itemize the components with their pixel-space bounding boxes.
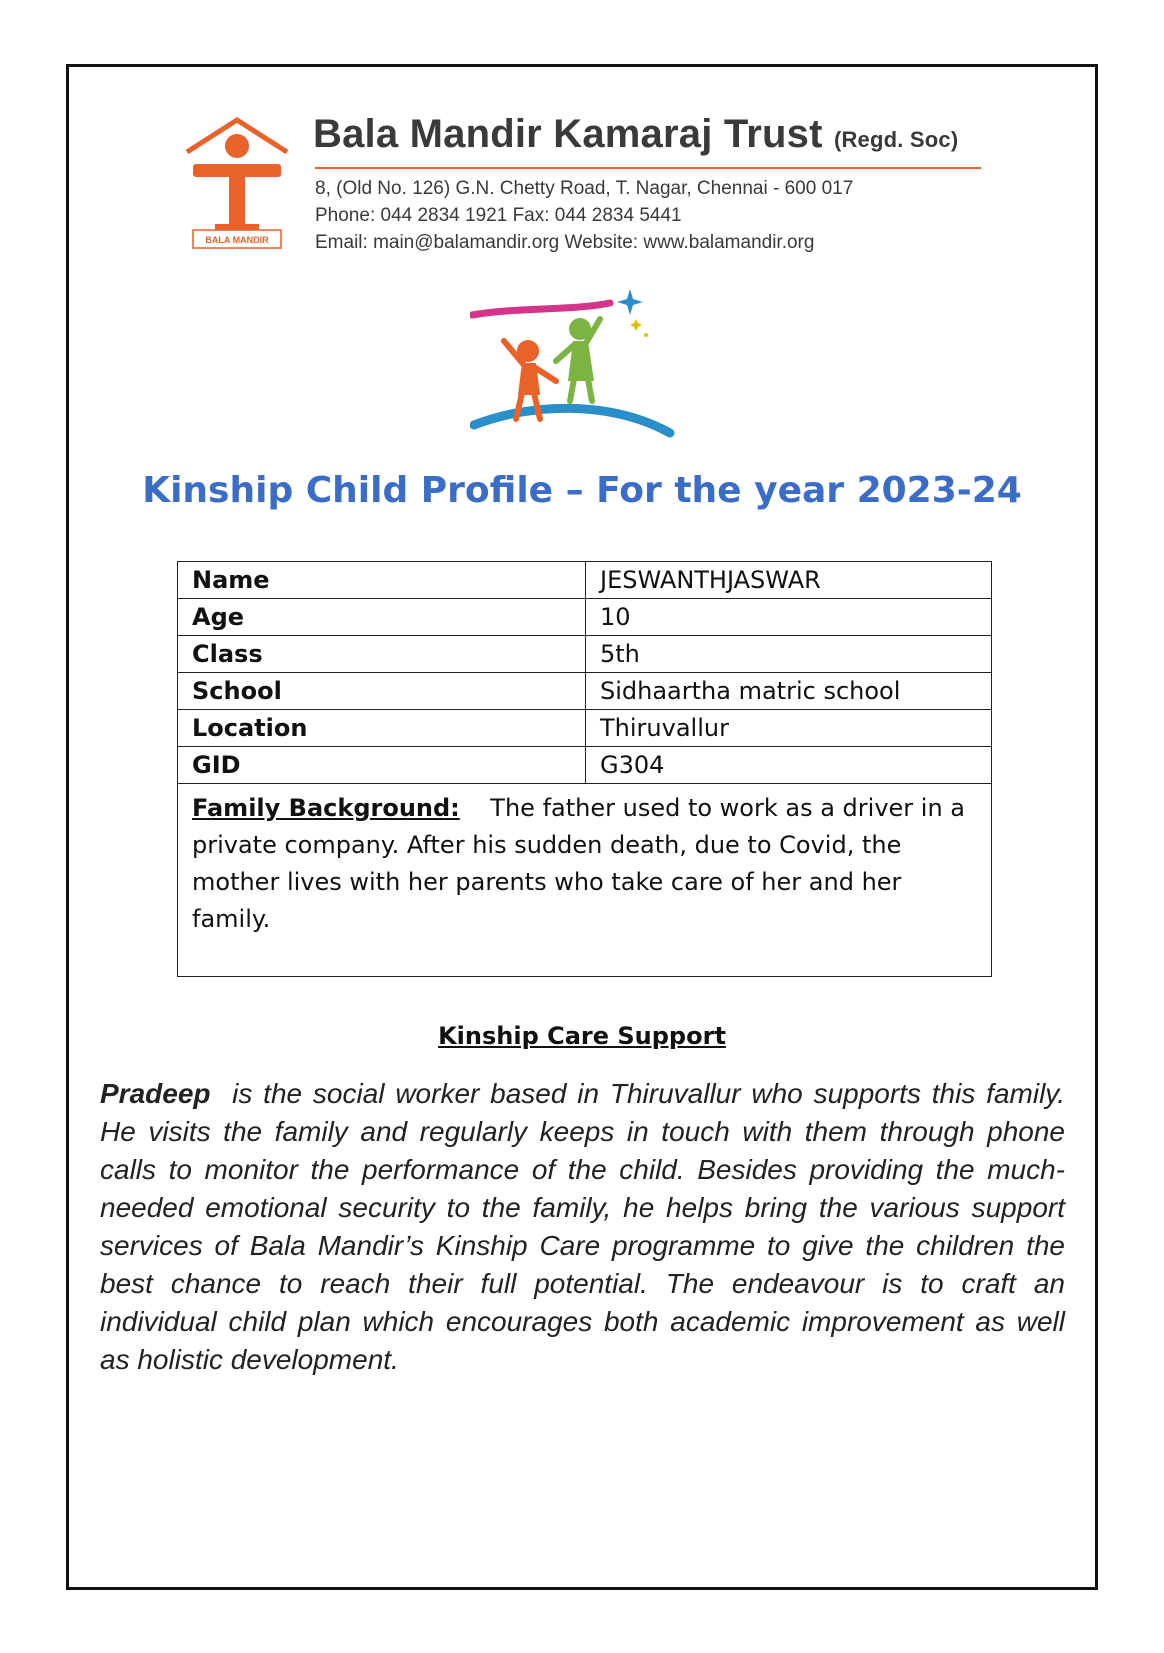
table-row (178, 599, 992, 636)
table-row (178, 636, 992, 673)
support-description: is the social worker based in Thiruvallur who supports this family. He visits the family and regularly keeps in touch with them through phone calls to monitor the performance of the child. Besides providing the much-needed emotional security to the family, he helps bring the various support services of Bala Mandir’s Kinship Care programme to give the children the best chance to reach their full potential. The endeavour is to craft an individual child plan which encourages both academic improvement as well as holistic development. (100, 1078, 1065, 1375)
kinship-kids-illustration (470, 285, 698, 450)
row-label: GID (178, 747, 586, 784)
row-value: 10 (586, 599, 992, 636)
row-value: JESWANTHJASWAR (586, 562, 992, 599)
row-label: Name (178, 562, 586, 599)
email-website-line: Email: main@balamandir.org Website: www.balamandir.org (315, 232, 815, 253)
family-background-text: The father used to work as a driver in a private company. After his sudden death, due to Covid, the mother lives with her parents who take care of her and her family. (192, 794, 965, 933)
table-row (178, 747, 992, 784)
organization-name: Bala Mandir Kamaraj Trust (Regd. Soc) (313, 112, 959, 156)
row-value: G304 (586, 747, 992, 784)
phone-fax-line: Phone: 044 2834 1921 Fax: 044 2834 5441 (315, 205, 682, 226)
star-icon (630, 319, 642, 331)
row-label: Location (178, 710, 586, 747)
row-label: Class (178, 636, 586, 673)
address-line: 8, (Old No. 126) G.N. Chetty Road, T. Nagar, Chennai - 600 017 (315, 178, 854, 199)
table-row (178, 673, 992, 710)
bala-mandir-logo (183, 116, 291, 254)
kinship-care-support-heading: Kinship Care Support (438, 1022, 726, 1050)
row-label: School (178, 673, 586, 710)
row-value: Sidhaartha matric school (586, 673, 992, 710)
table-row (178, 562, 992, 599)
logo-caption: BALA MANDIR (205, 235, 269, 245)
family-background-cell (178, 784, 992, 977)
letterhead-rule (315, 167, 981, 169)
table-row (178, 710, 992, 747)
row-label: Age (178, 599, 586, 636)
social-worker-name: Pradeep (100, 1078, 211, 1109)
row-value: 5th (586, 636, 992, 673)
kinship-care-support-paragraph (100, 1075, 1065, 1379)
row-value: Thiruvallur (586, 710, 992, 747)
family-background-row (178, 784, 992, 977)
organization-suffix: (Regd. Soc) (833, 127, 959, 152)
family-background-label: Family Background: (192, 794, 460, 822)
star-icon (617, 289, 643, 315)
child-profile-table (177, 561, 992, 977)
document-title: Kinship Child Profile – For the year 2023-24 (142, 470, 1022, 511)
